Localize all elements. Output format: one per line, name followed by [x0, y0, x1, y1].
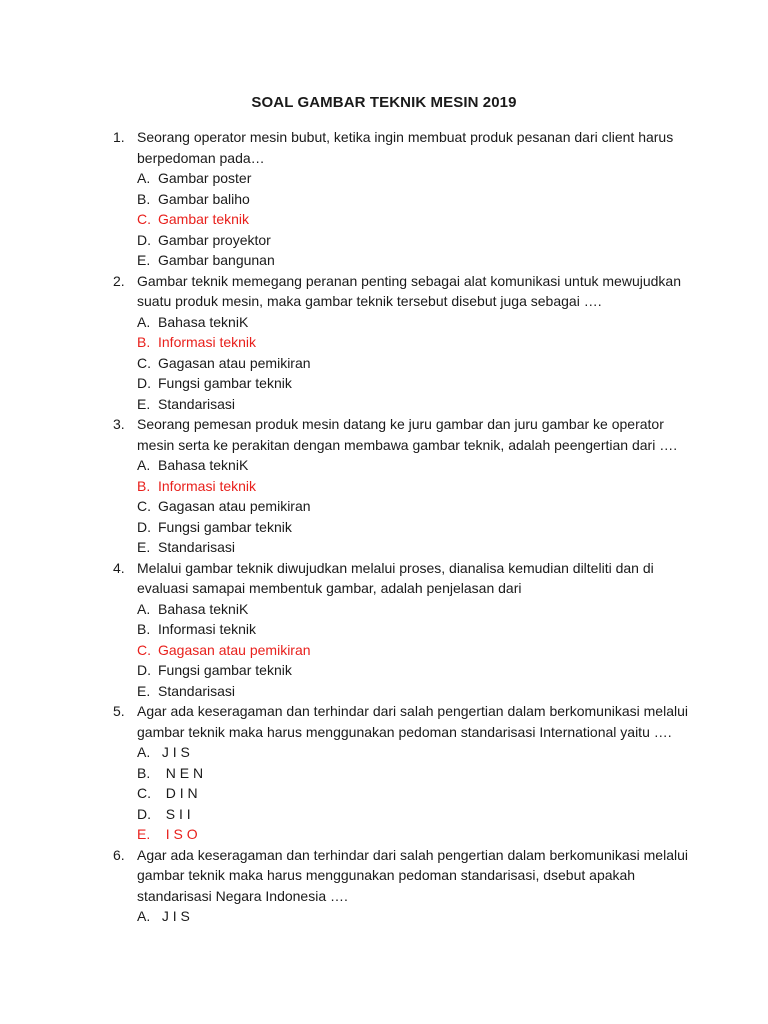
- option-text: Gambar baliho: [158, 190, 250, 207]
- option-letter: A.: [137, 600, 151, 617]
- answer-option: [0, 353, 768, 374]
- option-letter: C.: [137, 211, 151, 227]
- answer-option: [0, 250, 768, 271]
- question-text: Agar ada keseragaman dan terhindar dari salah pengertian dalam berkomunikasi melalui gambar teknik maka harus menggunakan pedoman standarisasi International yaitu ….: [137, 703, 688, 740]
- answer-options: [0, 168, 768, 271]
- option-text: Informasi teknik: [158, 334, 257, 350]
- question-number: 5.: [113, 703, 125, 719]
- option-letter: D.: [137, 231, 151, 248]
- option-letter: D.: [137, 805, 151, 822]
- question-number: 1.: [113, 129, 125, 145]
- answer-options: [0, 312, 768, 415]
- answer-option: [0, 373, 768, 394]
- answer-option: [0, 455, 768, 476]
- question-item: [0, 414, 768, 558]
- option-text: S I I: [158, 805, 191, 822]
- option-letter: A.: [137, 744, 151, 760]
- answer-option-correct: [0, 824, 768, 845]
- answer-options: [0, 455, 768, 558]
- answer-option: [0, 394, 768, 415]
- answer-option: [0, 660, 768, 681]
- answer-option: [0, 681, 768, 702]
- option-text: Bahasa tekniK: [158, 457, 249, 473]
- option-letter: C.: [137, 785, 151, 801]
- option-letter: C.: [137, 354, 151, 371]
- option-text: Gagasan atau pemikiran: [158, 354, 311, 371]
- answer-option: [0, 517, 768, 538]
- question-item: [0, 127, 768, 271]
- answer-option: [0, 783, 768, 804]
- option-text: J I S: [158, 744, 190, 760]
- option-letter: A.: [137, 908, 151, 924]
- question-text: Melalui gambar teknik diwujudkan melalui proses, dianalisa kemudian dilteliti dan di evaluasi samapai membentuk gambar, adalah penjelasan dari: [137, 559, 654, 596]
- option-letter: B.: [137, 190, 151, 207]
- answer-option-correct: [0, 332, 768, 353]
- question-item: [0, 845, 768, 927]
- option-letter: D.: [137, 662, 151, 678]
- answer-options: [0, 599, 768, 702]
- answer-option: [0, 230, 768, 251]
- question-number: 3.: [113, 416, 125, 432]
- answer-option: [0, 537, 768, 558]
- option-text: Gagasan atau pemikiran: [158, 641, 311, 658]
- option-text: Standarisasi: [158, 539, 236, 555]
- option-text: Informasi teknik: [158, 477, 257, 494]
- question-text: Gambar teknik memegang peranan penting sebagai alat komunikasi untuk mewujudkan suatu produk mesin, maka gambar teknik tersebut disebut juga sebagai ….: [137, 272, 681, 309]
- option-letter: E.: [137, 682, 151, 699]
- option-letter: B.: [137, 477, 151, 494]
- question-number: 6.: [113, 846, 125, 863]
- option-text: Bahasa tekniK: [158, 600, 249, 617]
- option-letter: E.: [137, 826, 151, 842]
- question-item: [0, 271, 768, 415]
- option-text: Bahasa tekniK: [158, 313, 249, 330]
- option-letter: A.: [137, 313, 151, 330]
- answer-option: [0, 804, 768, 825]
- question-item: [0, 558, 768, 702]
- option-letter: E.: [137, 539, 151, 555]
- option-text: Gambar bangunan: [158, 252, 275, 268]
- option-text: Informasi teknik: [158, 621, 257, 637]
- answer-option: [0, 742, 768, 763]
- option-text: Fungsi gambar teknik: [158, 375, 292, 391]
- question-text: Agar ada keseragaman dan terhindar dari salah pengertian dalam berkomunikasi melalui gambar teknik maka harus menggunakan pedoman standarisasi, dsebut apakah standarisasi Negara Indonesia ….: [137, 846, 688, 904]
- option-text: Fungsi gambar teknik: [158, 662, 292, 678]
- option-letter: C.: [137, 641, 151, 658]
- option-text: Standarisasi: [158, 395, 236, 412]
- option-text: Fungsi gambar teknik: [158, 518, 292, 535]
- option-text: J I S: [158, 908, 190, 924]
- option-letter: A.: [137, 457, 151, 473]
- answer-option: [0, 599, 768, 620]
- answer-option: [0, 312, 768, 333]
- option-text: Gambar teknik: [158, 211, 250, 227]
- option-letter: E.: [137, 395, 151, 412]
- answer-option: [0, 619, 768, 640]
- option-letter: D.: [137, 375, 151, 391]
- option-letter: D.: [137, 518, 151, 535]
- answer-option-correct: [0, 476, 768, 497]
- question-number: 2.: [113, 272, 125, 289]
- answer-option-correct: [0, 209, 768, 230]
- option-text: Gambar poster: [158, 170, 252, 186]
- option-letter: B.: [137, 621, 151, 637]
- option-letter: B.: [137, 764, 151, 781]
- document-title: SOAL GAMBAR TEKNIK MESIN 2019: [251, 94, 517, 111]
- answer-options: [0, 906, 768, 927]
- option-text: Standarisasi: [158, 682, 236, 699]
- option-letter: A.: [137, 170, 151, 186]
- option-text: I S O: [158, 826, 198, 842]
- question-item: [0, 701, 768, 845]
- answer-options: [0, 742, 768, 845]
- answer-option-correct: [0, 640, 768, 661]
- answer-option: [0, 189, 768, 210]
- answer-option: [0, 906, 768, 927]
- option-text: Gagasan atau pemikiran: [158, 498, 311, 514]
- answer-option: [0, 168, 768, 189]
- answer-option: [0, 496, 768, 517]
- option-letter: B.: [137, 334, 151, 350]
- option-letter: C.: [137, 498, 151, 514]
- answer-option: [0, 763, 768, 784]
- question-list: [0, 127, 768, 927]
- option-text: N E N: [158, 764, 204, 781]
- question-text: Seorang pemesan produk mesin datang ke juru gambar dan juru gambar ke operator mesin serta ke perakitan dengan membawa gambar teknik, adalah peengertian dari ….: [137, 416, 678, 453]
- question-number: 4.: [113, 559, 125, 576]
- option-text: Gambar proyektor: [158, 231, 271, 248]
- question-text: Seorang operator mesin bubut, ketika ingin membuat produk pesanan dari client harus berpedoman pada…: [137, 129, 674, 166]
- option-letter: E.: [137, 252, 151, 268]
- option-text: D I N: [158, 785, 198, 801]
